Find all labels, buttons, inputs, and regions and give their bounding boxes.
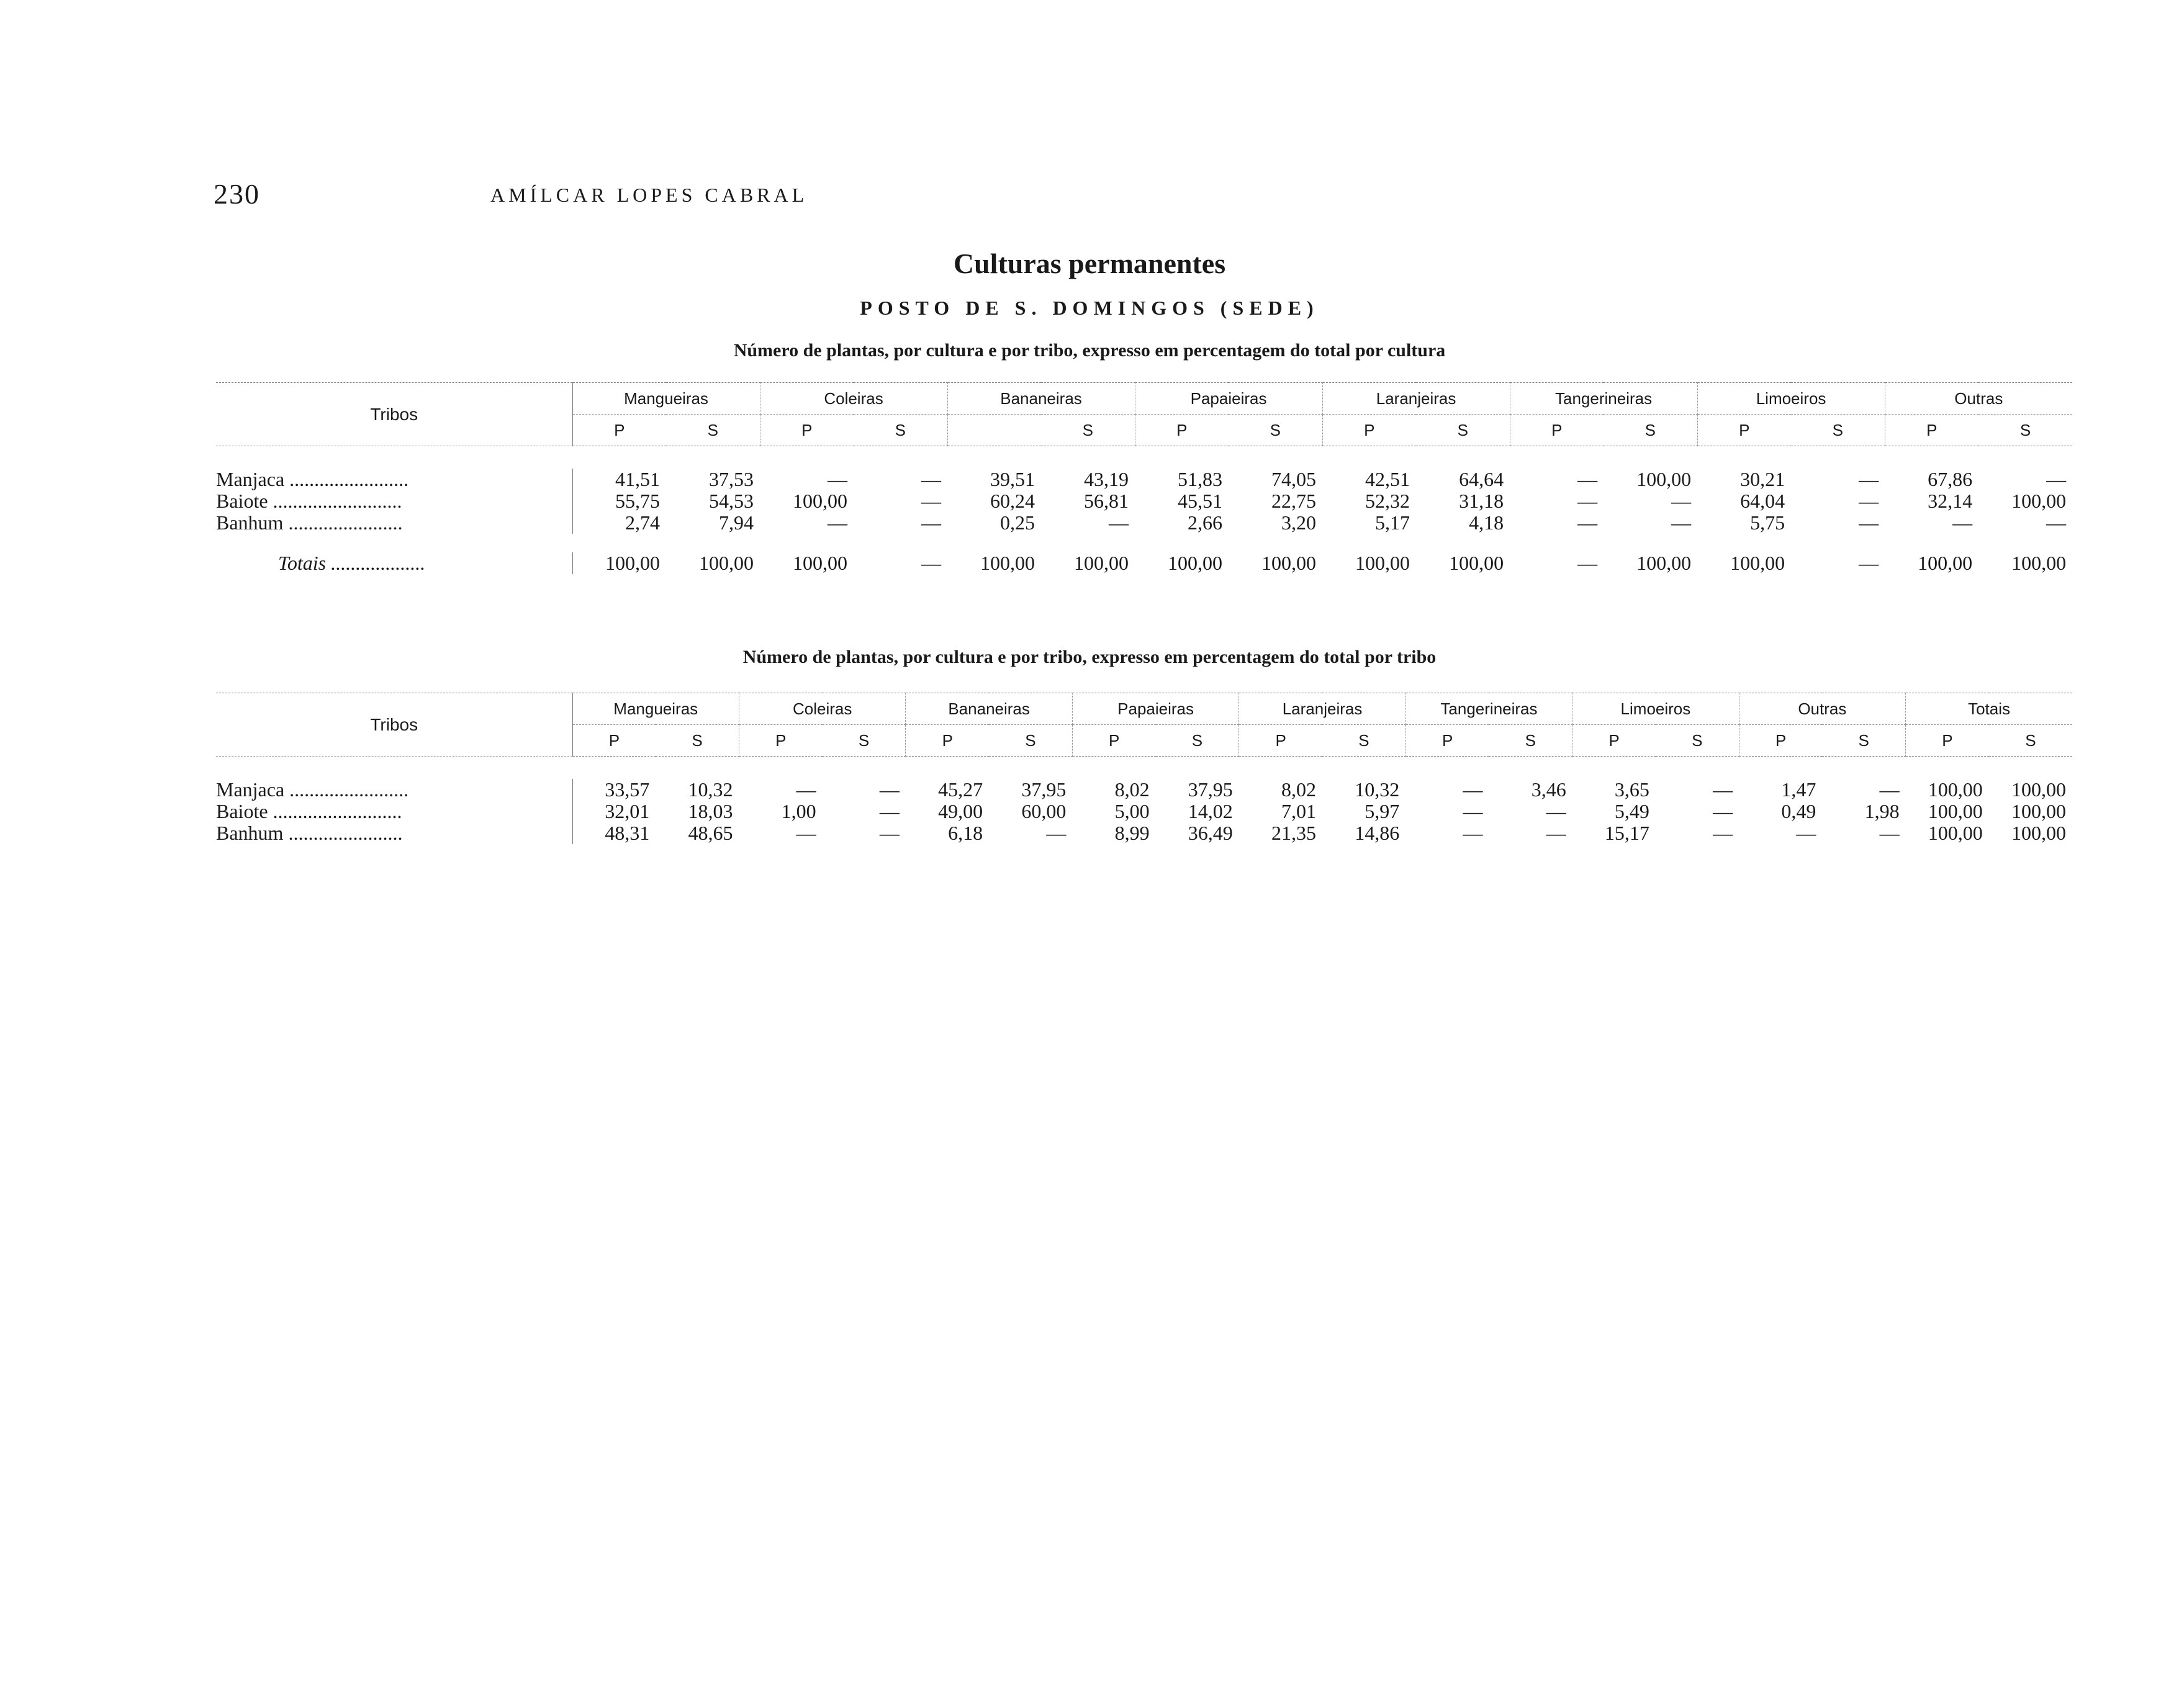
- table-cell: 41,51: [615, 468, 660, 490]
- table-cell: 100,00: [1261, 552, 1317, 574]
- column-group-header: Mangueiras: [572, 383, 760, 415]
- column-sub-header: S: [989, 725, 1072, 757]
- table-cell: 48,31: [605, 822, 650, 844]
- column-group-header: Papaieiras: [1072, 693, 1238, 725]
- column-group-header: Bananeiras: [906, 693, 1072, 725]
- table-cell: 4,18: [1469, 511, 1504, 534]
- table-cell: —: [1713, 822, 1733, 844]
- table-cell: —: [1859, 552, 1879, 574]
- table-cell: 100,00: [1074, 552, 1129, 574]
- table-cell: 51,83: [1178, 468, 1223, 490]
- table-cell: —: [828, 511, 848, 534]
- table-cell: 37,95: [1188, 778, 1233, 801]
- table-cell: 0,25: [1000, 511, 1035, 534]
- table-cell: 43,19: [1084, 468, 1129, 490]
- column-sub-header: S: [1416, 415, 1510, 446]
- table-cell: —: [1879, 822, 1900, 844]
- table-cell: —: [1463, 800, 1483, 822]
- table-cell: 7,94: [719, 511, 754, 534]
- table-cell: 3,65: [1614, 778, 1649, 801]
- tribe-label: Banhum .......................: [216, 512, 572, 534]
- table-cell: 30,21: [1740, 468, 1785, 490]
- table-cell: 100,00: [1928, 778, 1983, 801]
- table-cell: 18,03: [688, 800, 733, 822]
- table2-caption: Número de plantas, por cultura e por tribo, expresso em percentagem do total por tribo: [742, 647, 1437, 667]
- table-cell: 100,00: [1730, 552, 1785, 574]
- table-cell: 100,00: [1355, 552, 1410, 574]
- table-cell: 8,02: [1281, 778, 1317, 801]
- column-sub-header: P: [572, 725, 656, 757]
- page-title: Culturas permanentes: [953, 248, 1226, 279]
- table-cell: 3,46: [1531, 778, 1566, 801]
- table-cell: —: [796, 822, 816, 844]
- column-sub-header: P: [1739, 725, 1822, 757]
- table-row: [216, 490, 2072, 512]
- column-group-header: Papaieiras: [1135, 383, 1322, 415]
- table-cell: 45,27: [938, 778, 983, 801]
- table-cell: 31,18: [1459, 490, 1504, 512]
- column-sub-header: S: [656, 725, 739, 757]
- column-sub-header: S: [1041, 415, 1135, 446]
- tribe-label: Baiote ..........................: [216, 490, 572, 512]
- table-cell: 67,86: [1928, 468, 1973, 490]
- table-cell: 42,51: [1365, 468, 1410, 490]
- table-cell: 100,00: [2011, 490, 2067, 512]
- table-cell: 1,00: [781, 800, 816, 822]
- column-sub-header: S: [1156, 725, 1239, 757]
- table-cell: 52,32: [1365, 490, 1410, 512]
- table-cell: —: [1577, 552, 1598, 574]
- table-cell: 5,49: [1614, 800, 1649, 822]
- column-sub-header: S: [666, 415, 760, 446]
- table-cell: —: [1671, 490, 1692, 512]
- column-sub-header: P: [1239, 725, 1322, 757]
- table-cell: 14,86: [1355, 822, 1400, 844]
- column-sub-header: P: [1072, 725, 1155, 757]
- table-cell: 37,95: [1021, 778, 1067, 801]
- table-cell: 100,00: [793, 490, 848, 512]
- tribe-label: Baiote ..........................: [216, 801, 572, 822]
- table-row: [216, 822, 2072, 844]
- table-cell: 6,18: [948, 822, 983, 844]
- table-cell: 100,00: [2011, 552, 2067, 574]
- table-cell: 5,17: [1375, 511, 1410, 534]
- table-cell: —: [1577, 490, 1598, 512]
- table-cell: 100,00: [2011, 822, 2067, 844]
- column-sub-header: P: [1510, 415, 1604, 446]
- table-cell: 100,00: [1928, 822, 1983, 844]
- column-sub-header: S: [1791, 415, 1885, 446]
- table-cell: —: [2046, 468, 2067, 490]
- table-percent-by-culture: [216, 382, 2072, 574]
- table-cell: 3,20: [1281, 511, 1317, 534]
- tribe-label: Manjaca ........................: [216, 469, 572, 490]
- column-group-header: Bananeiras: [947, 383, 1135, 415]
- table-cell: 5,97: [1365, 800, 1400, 822]
- table-cell: 37,53: [709, 468, 754, 490]
- column-sub-header: P: [1135, 415, 1229, 446]
- table-cell: 8,99: [1114, 822, 1150, 844]
- table-cell: 60,24: [990, 490, 1035, 512]
- table-cell: 5,00: [1114, 800, 1150, 822]
- table-cell: 33,57: [605, 778, 650, 801]
- tribos-header: Tribos: [216, 693, 572, 757]
- table-cell: —: [1671, 511, 1692, 534]
- column-group-header: Mangueiras: [572, 693, 739, 725]
- table-cell: 8,02: [1114, 778, 1150, 801]
- table-cell: 100,00: [980, 552, 1035, 574]
- table-cell: 45,51: [1178, 490, 1223, 512]
- column-sub-header: S: [823, 725, 906, 757]
- table-cell: —: [1859, 490, 1879, 512]
- table-cell: 49,00: [938, 800, 983, 822]
- column-sub-header: P: [1885, 415, 1978, 446]
- table-cell: —: [828, 468, 848, 490]
- column-sub-header: P: [1322, 415, 1416, 446]
- table-cell: 100,00: [1449, 552, 1504, 574]
- table-cell: —: [1546, 800, 1566, 822]
- table-cell: 36,49: [1188, 822, 1233, 844]
- table-cell: 100,00: [699, 552, 754, 574]
- column-sub-header: S: [1978, 415, 2072, 446]
- table-cell: —: [1577, 511, 1598, 534]
- table-cell: —: [1713, 800, 1733, 822]
- column-sub-header: P: [760, 415, 854, 446]
- page-subtitle: POSTO DE S. DOMINGOS (SEDE): [860, 297, 1319, 319]
- tribe-label: Banhum .......................: [216, 822, 572, 844]
- table-cell: —: [1109, 511, 1129, 534]
- table-row: [216, 469, 2072, 490]
- tribe-label: Totais ...................: [216, 552, 572, 574]
- table-row: [216, 801, 2072, 822]
- table-cell: 1,47: [1781, 778, 1816, 801]
- table-cell: 100,00: [1168, 552, 1223, 574]
- table-cell: 100,00: [1918, 552, 1973, 574]
- table-cell: 74,05: [1271, 468, 1317, 490]
- column-group-header: Laranjeiras: [1239, 693, 1405, 725]
- column-group-header: Coleiras: [760, 383, 947, 415]
- table-cell: —: [879, 778, 900, 801]
- column-group-header: Totais: [1906, 693, 2072, 725]
- column-sub-header: P: [1906, 725, 1989, 757]
- column-sub-header: S: [854, 415, 947, 446]
- column-sub-header: P: [1572, 725, 1656, 757]
- table-cell: 64,04: [1740, 490, 1785, 512]
- column-group-header: Limoeiros: [1572, 693, 1739, 725]
- table-row: [216, 779, 2072, 801]
- table-cell: 32,01: [605, 800, 650, 822]
- column-sub-header: [947, 415, 1041, 446]
- table-cell: —: [2046, 511, 2067, 534]
- table-cell: —: [879, 800, 900, 822]
- column-sub-header: S: [1656, 725, 1739, 757]
- column-group-header: Laranjeiras: [1322, 383, 1510, 415]
- table-row: [216, 512, 2072, 534]
- table-cell: 64,64: [1459, 468, 1504, 490]
- table-cell: —: [879, 822, 900, 844]
- table-cell: —: [796, 778, 816, 801]
- column-sub-header: P: [906, 725, 989, 757]
- column-group-header: Limoeiros: [1697, 383, 1885, 415]
- column-sub-header: P: [1697, 415, 1791, 446]
- table-cell: —: [1577, 468, 1598, 490]
- column-group-header: Tangerineiras: [1510, 383, 1697, 415]
- table-cell: —: [1546, 822, 1566, 844]
- table-cell: —: [1046, 822, 1067, 844]
- table-cell: 100,00: [1928, 800, 1983, 822]
- column-sub-header: P: [1405, 725, 1489, 757]
- column-sub-header: P: [572, 415, 666, 446]
- table-cell: —: [1463, 822, 1483, 844]
- table-cell: —: [921, 511, 942, 534]
- table-cell: 1,98: [1864, 800, 1900, 822]
- table-cell: 100,00: [2011, 800, 2067, 822]
- table-cell: 2,74: [625, 511, 660, 534]
- running-head: AMÍLCAR LOPES CABRAL: [490, 184, 808, 206]
- table-cell: —: [921, 490, 942, 512]
- column-sub-header: S: [1229, 415, 1322, 446]
- table-cell: 39,51: [990, 468, 1035, 490]
- column-sub-header: S: [1989, 725, 2072, 757]
- table-cell: 21,35: [1271, 822, 1317, 844]
- table-cell: 32,14: [1928, 490, 1973, 512]
- table-cell: —: [1796, 822, 1816, 844]
- table-cell: 100,00: [1636, 468, 1692, 490]
- table-cell: 55,75: [615, 490, 660, 512]
- table-cell: 100,00: [605, 552, 660, 574]
- column-sub-header: S: [1489, 725, 1572, 757]
- table-cell: —: [1952, 511, 1973, 534]
- column-group-header: Outras: [1739, 693, 1905, 725]
- tribos-header: Tribos: [216, 383, 572, 446]
- column-sub-header: P: [739, 725, 822, 757]
- table-row: [216, 552, 2072, 574]
- column-group-header: Outras: [1885, 383, 2072, 415]
- column-sub-header: S: [1604, 415, 1697, 446]
- table-cell: 15,17: [1604, 822, 1649, 844]
- column-group-header: Tangerineiras: [1405, 693, 1572, 725]
- column-group-header: Coleiras: [739, 693, 905, 725]
- table-percent-by-tribe: [216, 693, 2072, 844]
- table-cell: —: [1859, 511, 1879, 534]
- table-cell: 60,00: [1021, 800, 1067, 822]
- table-cell: 100,00: [2011, 778, 2067, 801]
- table-cell: 100,00: [793, 552, 848, 574]
- table-cell: 0,49: [1781, 800, 1816, 822]
- table-cell: —: [1463, 778, 1483, 801]
- table-cell: —: [921, 468, 942, 490]
- table-cell: —: [1879, 778, 1900, 801]
- table-cell: 100,00: [1636, 552, 1692, 574]
- table-cell: 2,66: [1188, 511, 1223, 534]
- table-cell: 22,75: [1271, 490, 1317, 512]
- table-cell: 7,01: [1281, 800, 1317, 822]
- table-cell: 14,02: [1188, 800, 1233, 822]
- table-cell: —: [921, 552, 942, 574]
- table-cell: —: [1859, 468, 1879, 490]
- tribe-label: Manjaca ........................: [216, 779, 572, 801]
- table-cell: 48,65: [688, 822, 733, 844]
- page-number: 230: [214, 178, 260, 210]
- table-cell: 10,32: [688, 778, 733, 801]
- table-cell: 56,81: [1084, 490, 1129, 512]
- table-cell: —: [1713, 778, 1733, 801]
- table1-caption: Número de plantas, por cultura e por tribo, expresso em percentagem do total por cultura: [733, 340, 1446, 361]
- column-sub-header: S: [1322, 725, 1405, 757]
- column-sub-header: S: [1822, 725, 1905, 757]
- table-cell: 54,53: [709, 490, 754, 512]
- table-cell: 10,32: [1355, 778, 1400, 801]
- table-cell: 5,75: [1750, 511, 1785, 534]
